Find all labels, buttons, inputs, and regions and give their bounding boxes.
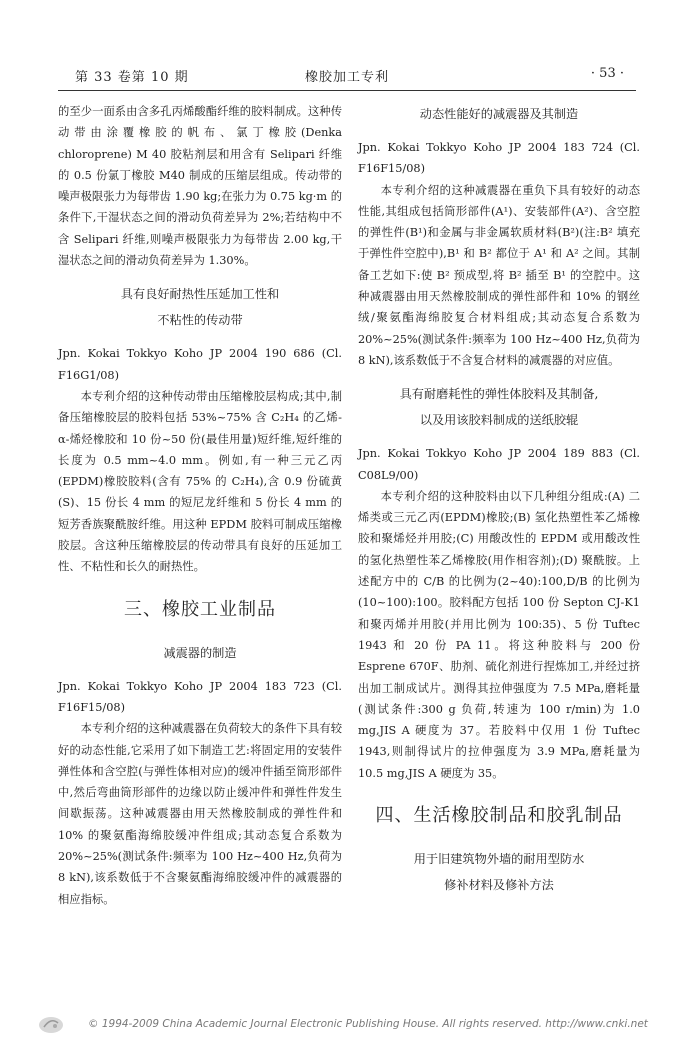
body-paragraph: 本专利介绍的这种减震器在重负下具有较好的动态性能,其组成包括筒形部件(A¹)、安装部件(A²)、含空腔的弹性件(B¹)和金属与非金属软质材料(B²)(注:B² 填充于弹性件空腔中),B¹ 和 B² 都位于 A¹ 和 A² 之间。其制备工艺如下:使 B² 预成型,将 B² 插至 B¹ 的空腔中。这种减震器由用天然橡胶制成的弹性部件和 10% 的钢丝绒/聚氨酯海绵胶复合材料组成;其动态复合系数为 20%~25%(测试条件:频率为 100 Hz~400 Hz,负荷为 8 kN),该系数低于不含复合材料的减震器的对应值。: [358, 183, 640, 367]
section-heading: 四、生活橡胶制品和胶乳制品: [375, 805, 623, 827]
running-header-volume: 第 33 卷第 10 期: [75, 70, 189, 85]
article-title: 具有耐磨耗性的弹性体胶料及其制备,: [399, 387, 599, 402]
article-title: 以及用该胶料制成的送纸胶辊: [419, 413, 579, 428]
header-rule: [58, 90, 636, 91]
page-number: · 53 ·: [590, 66, 624, 81]
left-column: [58, 101, 342, 910]
copyright-text: © 1994-2009 China Academic Journal Electronic Publishing House. All rights reserved. http://www.cnki.net: [88, 1018, 648, 1030]
body-paragraph: 本专利介绍的这种传动带由压缩橡胶层构成;其中,制备压缩橡胶层的胶料包括 53%~75% 含 C₂H₄ 的乙烯-α-烯烃橡胶和 10 份~50 份(最佳用量)短纤维,短纤维的长度为 0.5 mm~4.0 mm。例如,有一种三元乙丙(EPDM)橡胶胶料(含有 75% 的 C₂H₄),含 0.9 份硫黄(S)、15 份长 4 mm 的短尼龙纤维和 5 份长 4 mm 的短芳香族聚酰胺纤维。用这种 EPDM 胶料可制成压缩橡胶层。含这种压缩橡胶层的传动带具有良好的压延加工性、不粘性和长久的耐热性。: [58, 389, 342, 574]
cnki-logo-icon: [38, 1014, 64, 1034]
right-column: [358, 101, 640, 898]
running-header-journal-title: 橡胶加工专利: [304, 70, 389, 85]
patent-reference: Jpn. Kokai Tokkyo Koho JP 2004 183 723 (Cl. F16F15/08): [58, 679, 342, 714]
article-title: 修补材料及修补方法: [444, 878, 554, 893]
patent-reference: Jpn. Kokai Tokkyo Koho JP 2004 183 724 (Cl. F16F15/08): [358, 141, 640, 176]
body-paragraph: 本专利介绍的这种减震器在负荷较大的条件下具有较好的动态性能,它采用了如下制造工艺:将固定用的安装件弹性体和含空腔(与弹性体相对应)的缓冲件插至筒形部件中,然后弯曲筒形部件的边缘以防止缓冲件和弹性件发生间歇振荡。这种减震器由用天然橡胶制成的弹性件和 10% 的聚氨酯海绵胶缓冲件组成;其动态复合系数为 20%~25%(测试条件:频率为 100 Hz~400 Hz,负荷为 8 kN),该系数低于不含聚氨酯海绵胶缓冲件的减震器的相应指标。: [58, 722, 342, 906]
copyright-footer: [0, 1014, 694, 1040]
article-title: 用于旧建筑物外墙的耐用型防水: [413, 852, 585, 867]
section-heading: 三、橡胶工业制品: [124, 598, 276, 620]
patent-reference: Jpn. Kokai Tokkyo Koho JP 2004 190 686 (Cl. F16G1/08): [58, 347, 342, 382]
body-paragraph: 的至少一面系由含多孔丙烯酸酯纤维的胶料制成。这种传动带由涂覆橡胶的帆布、氯丁橡胶(Denka chloroprene) M 40 胶粘剂层和用含有 Selipari 纤维的 0.5 份氯丁橡胶 M40 制成的压缩层组成。传动带的噪声极限张力为每带齿 1.90 kg;在张力为 0.75 kg·m 的条件下,干湿状态之间的滑动负荷差异为 2%;若结构中不含 Selipari 纤维,则噪声极限张力为每带齿 2.00 kg,干湿状态之间的滑动负荷差异为 1.30%。: [58, 105, 342, 268]
article-title: 具有良好耐热性压延加工性和: [120, 287, 280, 302]
article-title: 减震器的制造: [163, 645, 237, 660]
body-paragraph: 本专利介绍的这种胶料由以下几种组分组成:(A) 二烯类或三元乙丙(EPDM)橡胶;(B) 氢化热塑性苯乙烯橡胶和聚烯烃并用胶;(C) 用酸改性的 EPDM 或用酸改性的氢化热塑性苯乙烯橡胶(用作相容剂);(D) 聚酰胺。上述配方中的 C/B 的比例为(2~40):100,D/B 的比例为(10~100):100。胶料配方包括 100 份 Septon CJ-K1 和聚丙烯并用胶(并用比例为 100:35)、5 份 Tuftec 1943 和 20 份 PA 11。将这种胶料与 200 份 Esprene 670F、肋剂、硫化剂进行捏炼加工,并经过挤出加工制成试片。测得其拉伸强度为 7.5 MPa,磨耗量(测试条件:300 g 负荷,转速为 100 r/min)为 1.0 mg,JIS A 硬度为 37。若胶料中仅用 1 份 Tuftec 1943,则制得试片的拉伸强度为 3.9 MPa,磨耗量为 10.5 mg,JIS A 硬度为 35。: [358, 489, 640, 780]
patent-reference: Jpn. Kokai Tokkyo Koho JP 2004 189 883 (Cl. C08L9/00): [358, 447, 640, 482]
article-title: 不粘性的传动带: [157, 313, 243, 328]
article-title: 动态性能好的减震器及其制造: [419, 107, 579, 121]
